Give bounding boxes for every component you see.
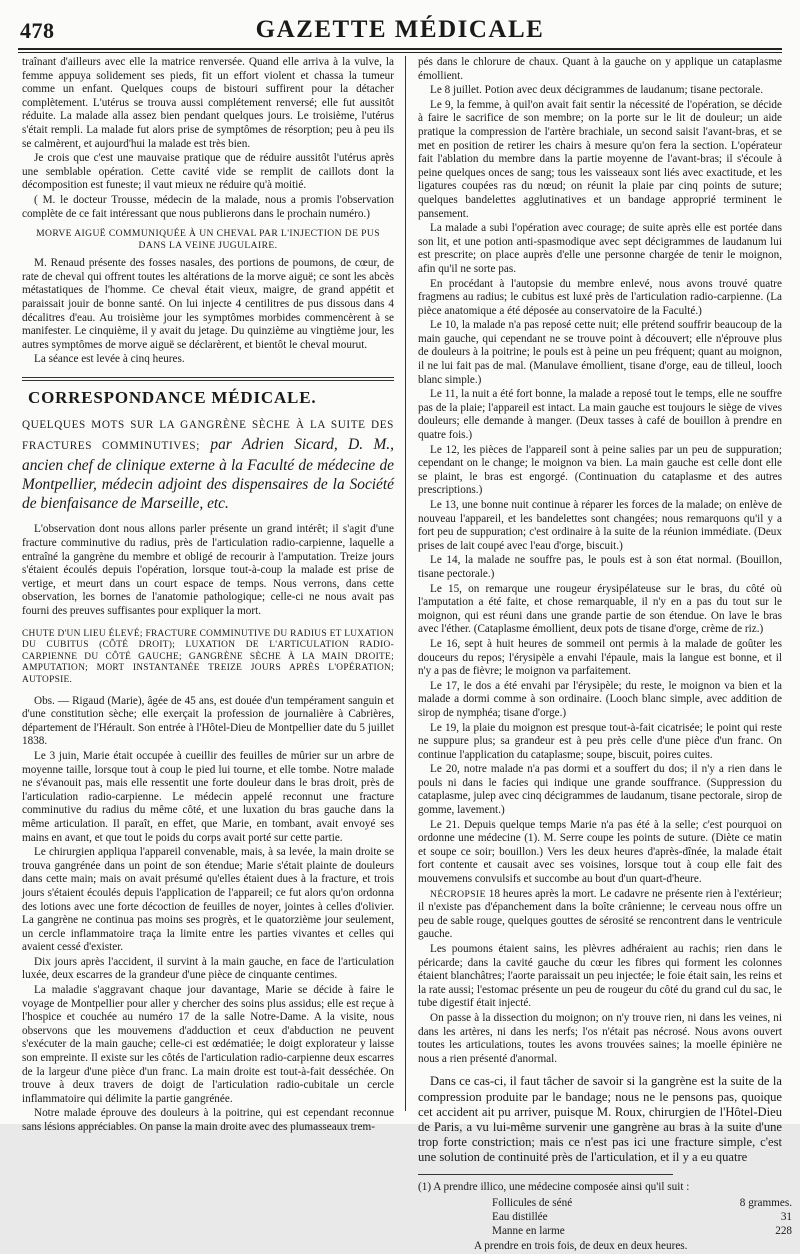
article-author-line: par Adrien Sicard, D. M., ancien chef de clinique externe à la Faculté de médecine de Montpellier, médecin adjoint des dispensaires de la Société de bienfaisance de Marseille, etc.	[22, 436, 394, 513]
right-column	[418, 56, 792, 1253]
paragraph: Le 21. Depuis quelque temps Marie n'a pas été à la selle; c'est pourquoi on ordonne une médecine (1). M. Serre coupe les points de suture. (Diète ce matin et soupe ce soir; bouillon.) Vers les deux heures d'après-dînée, la malade était fort contente et causait avec ses voisines, lorsque tout à coup elle fait des mouvemens convulsifs et succombe au bout d'un quart-d'heure.	[418, 818, 782, 886]
footnote-instruction: A prendre en trois fois, de deux en deux heures.	[474, 1240, 688, 1253]
page-number: 478	[20, 18, 55, 43]
section-separator-thin	[22, 380, 394, 381]
paragraph: Le 14, la malade ne souffre pas, le pouls est à son état normal. (Bouillon, tisane pectorale.)	[418, 554, 782, 580]
paragraph: Le 17, le dos a été envahi par l'érysipèle; du reste, le moignon va bien et la malade a dormi comme à son ordinaire. (Looch blanc simple, avec addition de sirop de nymphéa; tisane d'orge.)	[418, 679, 782, 719]
section-separator	[22, 377, 394, 378]
paragraph: Le 11, la nuit a été fort bonne, la malade a reposé tout le temps, elle ne souffre pas de la plaie; l'appareil est intact. La main gauche est toujours le siège de vives douleurs; elle demande à manger. (Deux tasses à café de bouillon à prendre en quatre fois.)	[418, 388, 782, 442]
paragraph: On passe à la dissection du moignon; on n'y trouve rien, ni dans les veines, ni dans les artères, ni dans les nerfs; l'os n'était pas nécrosé. Nous avons ouvert toutes les articulations, toutes les avons trouvées saines; la moelle épinière ne nous a rien présenté d'anormal.	[418, 1011, 782, 1065]
recipe-quantity: 8 grammes.	[739, 1197, 792, 1210]
necropsie-label: NÉCROPSIE	[430, 888, 486, 900]
paragraph: Le 12, les pièces de l'appareil sont à peine salies par un peu de suppuration; cependant on le change; le moignon va bien. La main gauche est celle dont elle se plaint, le bras est engorgé. (Continuation du cataplasme et des autres prescriptions.)	[418, 443, 782, 497]
paragraph: Les poumons étaient sains, les plèvres adhéraient au rachis; rien dans le péricarde; dans la cavité gauche du cœur les fibres qui forment les colonnes étaient blanchâtres; l'aorte paraissait un peu injectée; le foie était sain, les reins et la rate aussi; l'estomac présente un peu de rougeur du côté du grand cul du sac, le tube digestif était injecté.	[418, 943, 782, 1010]
paragraph: M. Renaud présente des fosses nasales, des portions de poumons, de cœur, de rate de cheval qui offrent toutes les altérations de la morve aiguë; ce sont les abcès métastatiques de l'homme. Ce cheval était vieux, maigre, de grand appétit et paraissait jouir de bonne santé. On lui injecte 4 centilitres de pus dissous dans 4 décalitres d'eau. Au troisième jour les symptômes morbides commencèrent à se manifester. Le cinquième, il y avait du jetage. Du quinzième au vingtième jour, les autres symptômes de morve aiguë se déclarèrent, et bientôt le cheval mourut.	[22, 257, 394, 351]
paragraph: La séance est levée à cinq heures.	[34, 353, 185, 366]
paragraph: Le 10, la malade n'a pas reposé cette nuit; elle prétend souffrir beaucoup de la main gauche, qui cependant ne se trouve point à découvert; elle n'éprouve plus de douleurs à la poitrine; le pouls est à peine un peu fréquent; quant au moignon, il ne lui fait pas de mal. (Manulave émollient, tisane d'orge, eau de tilleul, looch blanc simple.)	[418, 319, 782, 386]
conclusion-paragraph: Dans ce cas-ci, il faut tâcher de savoir si la gangrène est la suite de la compression produite par le bandage; nous ne le pensons pas, quoique cet accident ait pu arriver, puisque M. Roux, chirurgien de l'Hôtel-Dieu de Paris, a vu lui-même survenir une gangrène au bras à la suite d'une trop forte constriction; mais ce n'est pas ici une fracture simple, c'est une solution de continuité près de l'articulation, et il y a eu quatre	[418, 1074, 782, 1165]
journal-title: GAZETTE MÉDICALE	[255, 16, 545, 43]
recipe-row	[492, 1196, 792, 1210]
recipe-item: Eau distillée	[492, 1211, 548, 1224]
recipe-quantity: 31	[780, 1211, 792, 1224]
left-column	[22, 56, 394, 1133]
paragraph: L'observation dont nous allons parler présente un grand intérêt; il s'agit d'une fracture comminutive du radius, près de l'articulation radio-carpienne, laquelle a entraîné la gangrène du membre et obligé de recourir à l'amputation. Treize jours s'étaient écoulés depuis l'opération, lorsque tout-à-coup la malade est prise de vertige, et meurt dans un court espace de temps. Nous verrons, dans cette observation, les bornes de l'anatomie pathologique; celle-ci ne nous avait pas fourni des preuves suffisantes pour expliquer la mort.	[22, 523, 394, 618]
paragraph: La malade a subi l'opération avec courage; de suite après elle est portée dans son lit, et une potion anti-spasmodique avec sept décigrammes de laudanum lui est prescrite; on place auprès d'elle une personne chargée de tenir le moignon, afin qu'il ne sorte pas.	[418, 222, 782, 275]
recipe-quantity: 228	[775, 1225, 792, 1238]
paragraph: Le 8 juillet. Potion avec deux décigrammes de laudanum; tisane pectorale.	[430, 84, 764, 97]
paragraph: Le 3 juin, Marie était occupée à cueillir des feuilles de mûrier sur un arbre de moyenne taille, lorsque tout à coup le pied lui tourne, et elle tombe. Notre malade ne s'évanouit pas, mais elle ressentit une forte douleur dans le bras droit, près de l'articulation radio-carpienne. Le médecin appelé reconnut une fracture comminutive du radius du même côté, et une luxation du bras gauche dans la même articulation. Il paraît, en effet, que Marie, en tombant, avait envoyé ses mains en avant, et que tout le poids du corps avait porté sur cette partie.	[22, 749, 394, 844]
footnote-rule	[418, 1174, 673, 1175]
article-title-caps: QUELQUES MOTS SUR LA GANGRÈNE SÈCHE À LA SUITE DES FRACTURES COMMINUTIVES;	[22, 419, 394, 453]
page-header	[18, 16, 782, 46]
paragraph: Le 16, sept à huit heures de sommeil ont permis à la malade de goûter les douceurs du repos; l'érysipèle a envahi l'épaule, mais la langue est bonne, et il n'y a pas de fièvre; le moignon va parfaitement.	[418, 637, 782, 678]
header-rule	[18, 48, 782, 50]
paragraph: Je crois que c'est une mauvaise pratique que de réduire aussitôt l'utérus après une semblable opération. Cette cavité vide se remplit de caillots dont la décomposition est funeste; il vaut mieux ne réduire qu'à moitié.	[22, 152, 394, 192]
paragraph: traînant d'ailleurs avec elle la matrice renversée. Quand elle arriva à la vulve, la femme appuya solidement ses pieds, fit un effort violent et chassa la tumeur comme un enfant. Quelques coups de bistouri suffirent pour la détacher complètement. L'utérus se trouva aussi complétement renversé; elle fut aussitôt réduite. La malade alla assez bien pendant quelques jours. Le troisième, l'utérus s'était rempli. La malade fut alors prise de symptômes de résorption; peu à peu ils se calmèrent, et aujourd'hui la malade est très bien.	[22, 56, 394, 150]
recipe-item: Follicules de séné	[492, 1197, 573, 1210]
paragraph: En procédant à l'autopsie du membre enlevé, nous avons trouvé quatre fragmens au radius; le cubitus est luxé près de l'articulation radio-carpienne. (La pièce anatomique a été déposée au conservatoire de la Faculté.)	[418, 277, 782, 317]
section-heading-morve: MORVE AIGUË COMMUNIQUÉE À UN CHEVAL PAR L'INJECTION DE PUS DANS LA VEINE JUGULAIRE.	[36, 228, 380, 252]
header-rule-thin	[18, 52, 782, 53]
article-title	[22, 414, 394, 513]
paragraph: Le 15, on remarque une rougeur érysipélateuse sur le bras, du côté où l'amputation a été faite, et chose remarquable, il n'y en a pas du tout sur le moignon, qui est réuni dans une grande partie de son étendue. On lave le bras avec l'éther. (Cataplasme émollient, deux pots de tisane d'orge, crème de riz.)	[418, 582, 782, 636]
paragraph: Le chirurgien appliqua l'appareil convenable, mais, à sa levée, la main droite se trouva gangrénée dans un point de son étendue; Marie s'était plainte de douleurs dans cette main; mais on avait présumé qu'elles étaient dues à la fracture, et trois jours s'étaient écoulés depuis l'application de l'appareil; ce fut alors qu'on ordonna des lotions avec une forte décoction de feuilles de noyer, jointes à celles d'olivier. La gangrène ne continua pas moins ses progrès, et le quatorzième jour seulement, un cercle inflammatoire traça la limite entre les parties vivantes et celles qui avaient cessé d'exister.	[22, 846, 394, 954]
paragraph: Le 20, notre malade n'a pas dormi et a souffert du dos; il n'y a rien dans le pouls ni dans le facies qui indique une grande souffrance. (Suppression du cataplasme, julep avec cinq décigrammes de laudanum, tisane pectorale, sirop de gomme, lavement.)	[418, 763, 782, 817]
recipe-row	[492, 1210, 792, 1224]
paragraph: Le 9, la femme, à quil'on avait fait sentir la nécessité de l'opération, se décide à faire le sacrifice de son membre; on la porte sur le lit de douleur; un aide pratique la compression de l'artère brachiale, un second saisit l'avant-bras, et se met en position de retirer les chairs à mesure qu'on fera la section. L'opérateur fait l'ablation du membre dans la partie moyenne de l'avant-bras; il s'écoule à peine quelques onces de sang; tous les vaisseaux sont liés avec exactitude, et les ligatures coupées ras du nœud; on réunit la plaie par cinq points de suture; quelques bandelettes agglutinatives et un bandage approprié terminent le pansement.	[418, 98, 782, 220]
paragraph: Le 19, la plaie du moignon est presque tout-à-fait cicatrisée; le point qui reste ne suppure plus; sa grandeur est à peu près celle d'une pièce d'un franc. On continue l'application du cataplasme; soupe, biscuit, poires cuites.	[418, 721, 782, 761]
recipe-item: Manne en larme	[492, 1225, 565, 1238]
paragraph: Notre malade éprouve des douleurs à la poitrine, qui est cependant reconnue sans lésions appréciables. On panse la main droite avec des plumasseaux trem-	[22, 1107, 394, 1133]
footnote: (1) A prendre illico, une médecine composée ainsi qu'il suit :	[418, 1180, 690, 1193]
paragraph: Dix jours après l'accident, il survint à la main gauche, en face de l'articulation luxée, deux escarres de la grandeur d'une pièce de cinquante centimes.	[22, 955, 394, 982]
necropsie-paragraph	[418, 888, 782, 942]
paragraph: La maladie s'aggravant chaque jour davantage, Marie se décide à faire le voyage de Montpellier pour aller y chercher des soins plus assidus; elle est reçue à l'hospice et couchée au numéro 17 de la salle Notre-Dame. A la visite, nous observons que les mouvemens d'adduction et ceux d'abduction ne peuvent s'exécuter de la main gauche; celle-ci est œdématiée; le doigt explorateur y laisse son empreinte. Il existe sur les côtés de l'articulation radio-carpienne deux escarres de la largeur d'une pièce d'un franc. La main droite est tout-à-fait desséchée. On trouve à deux travers de doigt de l'articulation radio-cubitale un cercle inflammatoire qui délimite la partie gangrénée.	[22, 984, 394, 1105]
paragraph: ( M. le docteur Trousse, médecin de la malade, nous a promis l'observation complète de ce fait intéressant que nous publierons dans le prochain numéro.)	[22, 193, 394, 220]
section-title: CORRESPONDANCE MÉDICALE.	[28, 387, 317, 407]
column-divider	[405, 56, 406, 1111]
observation-heading: CHUTE D'UN LIEU ÉLEVÉ; FRACTURE COMMINUTIVE DU RADIUS ET LUXATION DU CUBITUS (CÔTÉ DROIT); LUXATION DE L'ARTICULATION RADIO-CARPIENNE DU CÔTÉ GAUCHE; GANGRÈNE SÈCHE À LA MAIN DROITE; AMPUTATION; MORT INSTANTANÉE TREIZE JOURS APRÈS L'OPÉRATION; AUTOPSIE.	[22, 628, 394, 685]
paragraph: Le 13, une bonne nuit continue à réparer les forces de la malade; on enlève de nouveau l'appareil, et les bandelettes sont changées; nous remarquons qu'il y a fort peu de suppuration; c'est ordinaire à la suite de la réunion immédiate. (Deux prises de lait coupé avec l'eau d'orge, biscuit.)	[418, 499, 782, 552]
recipe-row	[492, 1224, 792, 1238]
paragraph: Obs. — Rigaud (Marie), âgée de 45 ans, est douée d'un tempérament sanguin et d'une constitution sèche; elle exerçait la profession de journalière à Cabrières, département de l'Hérault. Son entrée à l'Hôtel-Dieu de Montpellier date du 5 juillet 1838.	[22, 694, 394, 748]
necropsie-text: 18 heures après la mort. Le cadavre ne présente rien à l'extérieur; il n'existe pas d'épanchement dans la boîte crânienne; le cerveau nous offre un peu de sable rouge, quelques gouttes de sérosité se rencontrent dans le ventricule gauche.	[418, 887, 782, 941]
paragraph: pés dans le chlorure de chaux. Quant à la gauche on y applique un cataplasme émollient.	[418, 56, 782, 82]
recipe-table	[492, 1196, 792, 1238]
